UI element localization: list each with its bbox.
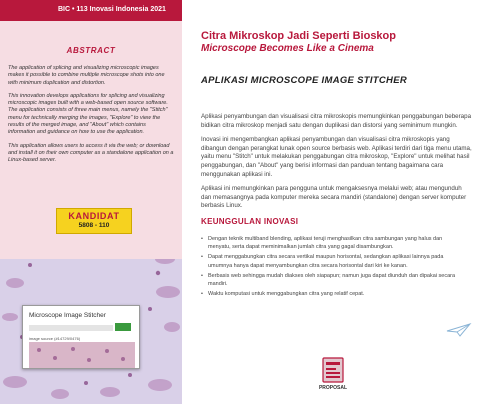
- candidate-badge: [56, 208, 132, 234]
- document-icon: [322, 357, 344, 383]
- app-screenshot-window: [22, 305, 140, 369]
- app-window-green-button: [115, 323, 131, 331]
- description-paragraph: Inovasi ini mengembangkan aplikasi penyambungan dan visualisasi citra mikroskopis yang dibangun dengan perangkat lunak open source berbasis web. Aplikasi terdiri dari tiga menu utama, yaitu menu "Stitch" untuk melakukan penggabungan citra mikroskop, "Explore" untuk melihat hasil penggabungan, dan "About" yang berisi informasi dan panduan tentang bagaimana cara menggunakan aplikasi ini.: [201, 136, 472, 178]
- advantage-item: • Waktu komputasi untuk menggabungkan citra yang relatif cepat.: [201, 290, 463, 298]
- description-paragraph: Aplikasi ini memungkinkan para pengguna untuk mengaksesnya melalui web; atau mengunduh dan memasangnya pada komputer mereka secara mandiri (standalone) dengan server komputer berbasis Linux.: [201, 185, 467, 210]
- abstract-paragraph: The application of splicing and visualizing microscopic images makes it possible to combine multiple microscope shots into one with minimum duplication and distortion.: [8, 65, 165, 86]
- header-bar: [0, 0, 182, 21]
- advantages-title: KEUNGGULAN INOVASI: [201, 217, 299, 226]
- advantage-item: • Dapat menggabungkan citra secara vertikal maupun horisontal, sedangkan aplikasi lainnya pada umumnya hanya dapat menyambungkan citra secara horisontal dari kiri ke kanan.: [201, 253, 463, 269]
- page-subtitle: Microscope Becomes Like a Cinema: [201, 43, 374, 54]
- abstract-paragraph: This innovation develops applications for splicing and visualizing microscopic images built with a web-based open source software. The application consists of three main menus, namely the "Stitch" menu for technically merging the images, "Explore" to view the results of the merged image, and "About" which contains information and guidance on how to use the application.: [8, 92, 168, 136]
- abstract-paragraph: This application allows users to access it via the web; or download and install it on their own computer as a standalone application on a Linux-based server.: [8, 142, 174, 164]
- advantage-item: • Dengan teknik multiband blending, aplikasi teruji menghasilkan citra sambungan yang halus dan menyatu, serta dapat meminimalkan jumlah citra yang gagal disambungkan.: [201, 235, 463, 251]
- stitched-image-preview: [29, 342, 135, 368]
- app-window-stitched-image: [29, 342, 135, 368]
- app-window-field-label: image source (#14729/0476): [29, 336, 81, 341]
- header-label: BIC • 113 Inovasi Indonesia 2021: [58, 6, 166, 13]
- app-window-title: Microscope Image Stitcher: [29, 312, 106, 319]
- advantages-list: [201, 235, 463, 300]
- page-title: Citra Mikroskop Jadi Seperti Bioskop: [201, 30, 396, 42]
- paper-plane-icon: [446, 322, 472, 338]
- section-title: APLIKASI MICROSCOPE IMAGE STITCHER: [201, 75, 408, 86]
- description-body: [201, 113, 473, 217]
- candidate-badge-number: 5808 - 110: [78, 222, 110, 229]
- description-paragraph: Aplikasi penyambungan dan visualisasi citra mikroskopis memungkinkan penggabungan beberapa bidikan citra mikroskop menjadi satu dengan duplikasi dan distorsi yang seminimum mungkin.: [201, 113, 472, 129]
- left-column: [0, 0, 182, 404]
- app-window-toolbar: [29, 325, 113, 331]
- candidate-badge-label: KANDIDAT: [68, 211, 120, 221]
- proposal-label: PROPOSAL: [318, 385, 348, 391]
- abstract-title: ABSTRACT: [66, 46, 116, 55]
- advantage-item: • Berbasis web sehingga mudah diakses oleh siapapun; namun juga dapat diunduh dan dipakai secara mandiri.: [201, 272, 463, 288]
- proposal-link[interactable]: [318, 357, 348, 397]
